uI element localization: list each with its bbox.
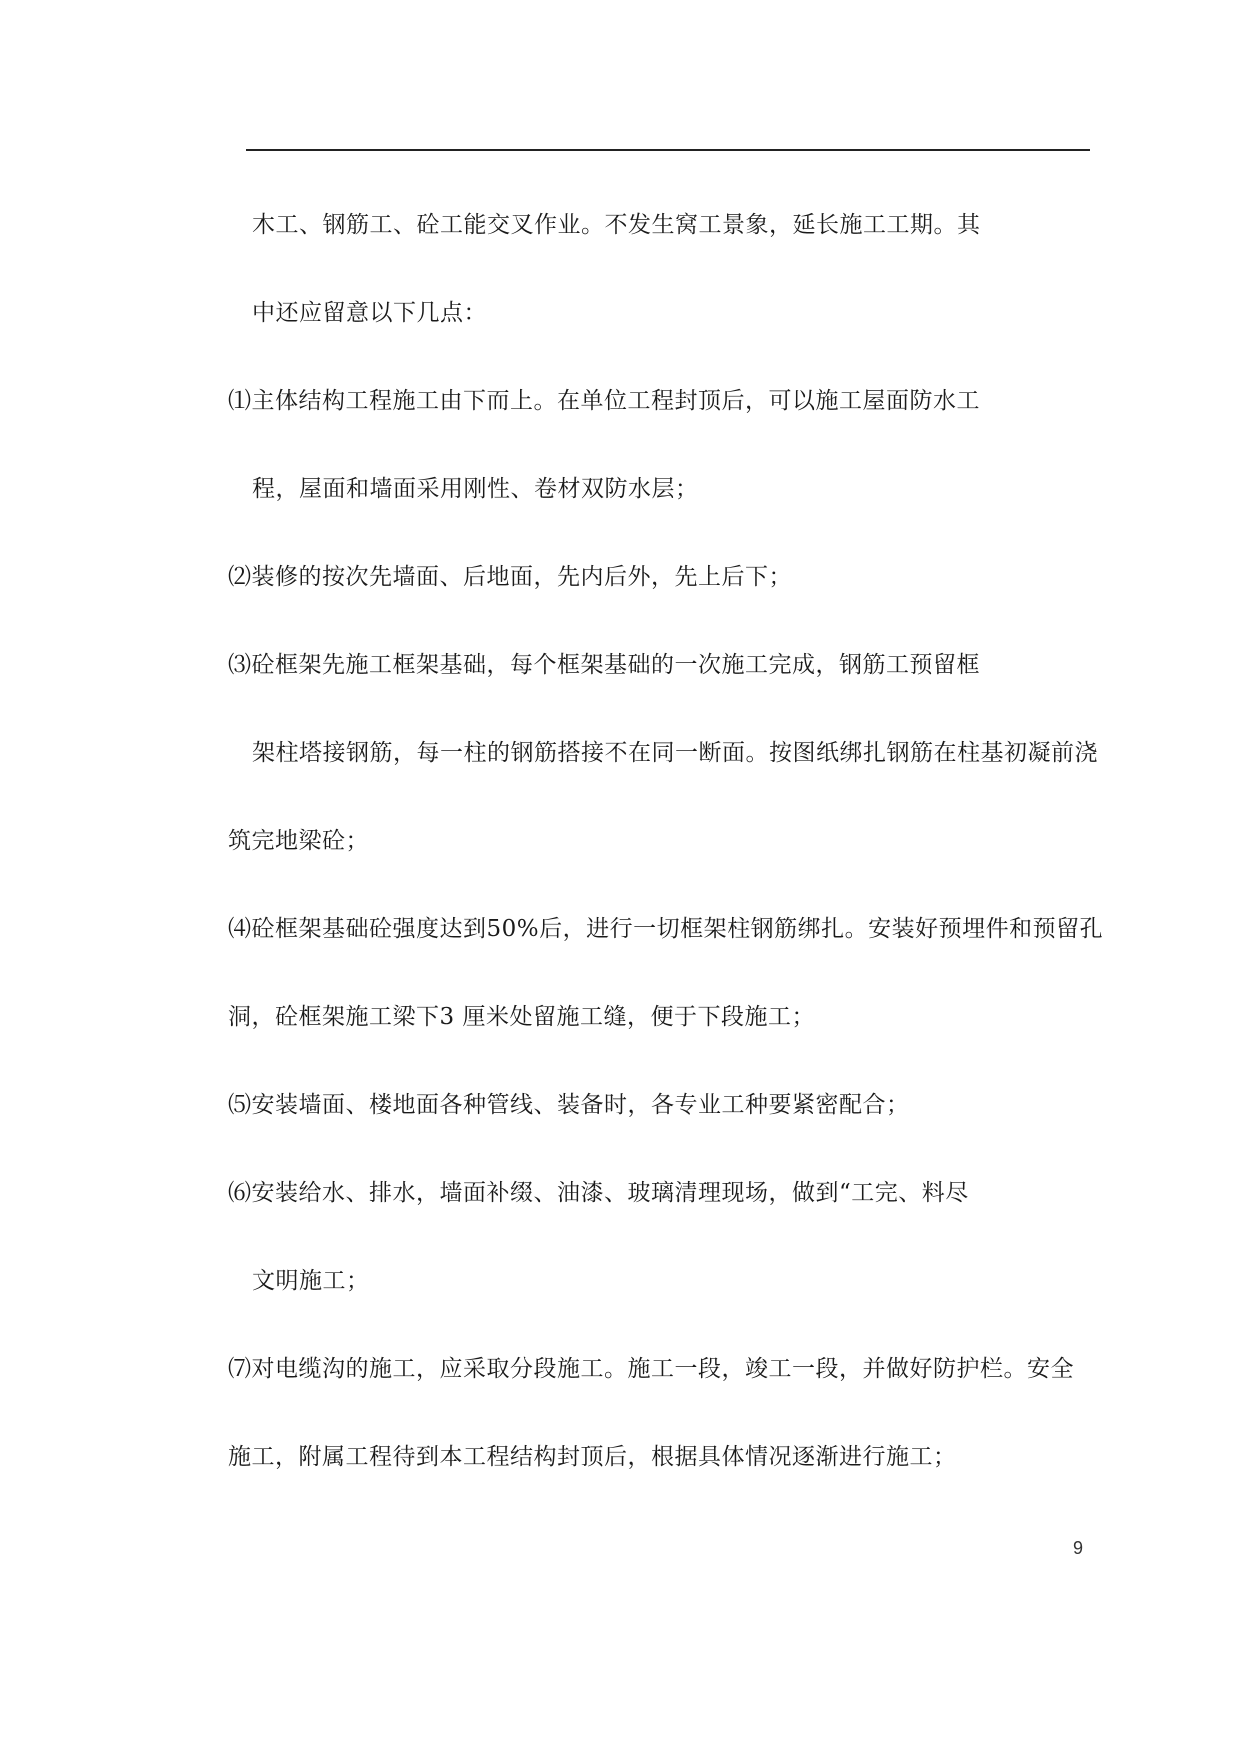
page-number: 9 xyxy=(1073,1538,1084,1558)
text-line: 程，屋面和墙面采用刚性、卷材双防水层； xyxy=(252,476,699,502)
text-line: 架柱塔接钢筋，每一柱的钢筋搭接不在同一断面。按图纸绑扎钢筋在柱基初凝前浇 xyxy=(252,740,1098,766)
list-item-5-line: ⑸安装墙面、楼地面各种管线、装备时，各专业工种要紧密配合； xyxy=(228,1092,910,1118)
text-line: 筑完地梁砼； xyxy=(228,828,369,854)
text-line: 施工，附属工程待到本工程结构封顶后，根据具体情况逐渐进行施工； xyxy=(228,1444,957,1470)
list-item-3-line: ⑶砼框架先施工框架基础，每个框架基础的一次施工完成，钢筋工预留框 xyxy=(228,652,980,678)
header-rule xyxy=(246,149,1090,151)
list-item-6-line: ⑹安装给水、排水，墙面补缀、油漆、玻璃清理现场，做到“工完、料尽 xyxy=(228,1180,969,1206)
list-item-7-line: ⑺对电缆沟的施工，应采取分段施工。施工一段，竣工一段，并做好防护栏。安全 xyxy=(228,1356,1074,1382)
list-item-2-line: ⑵装修的按次先墙面、后地面，先内后外，先上后下； xyxy=(228,564,792,590)
text-line: 中还应留意以下几点： xyxy=(252,300,487,326)
text-line: 洞，砼框架施工梁下3 厘米处留施工缝，便于下段施工； xyxy=(228,1004,815,1030)
text-line: 木工、钢筋工、砼工能交叉作业。不发生窝工景象，延长施工工期。其 xyxy=(252,212,981,238)
list-item-1-line: ⑴主体结构工程施工由下而上。在单位工程封顶后，可以施工屋面防水工 xyxy=(228,388,980,414)
text-line: 文明施工； xyxy=(252,1268,370,1294)
list-item-4-line: ⑷砼框架基础砼强度达到50%后，进行一切框架柱钢筋绑扎。安装好预埋件和预留孔 xyxy=(228,916,1104,942)
